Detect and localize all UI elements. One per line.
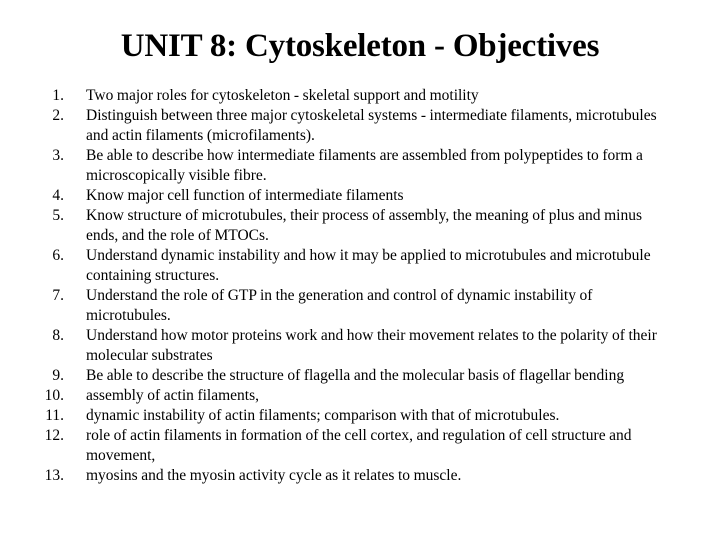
list-item-text: myosins and the myosin activity cycle as it relates to muscle. xyxy=(86,467,462,484)
list-item-text: Know structure of microtubules, their process of assembly, the meaning of plus and minus ends, and the role of MTOCs. xyxy=(86,207,642,244)
list-item-text: Know major cell function of intermediate filaments xyxy=(86,187,404,204)
list-item xyxy=(0,186,720,206)
list-item-text: Understand dynamic instability and how it may be applied to microtubules and microtubule containing structures. xyxy=(86,247,651,284)
list-item-text: role of actin filaments in formation of the cell cortex, and regulation of cell structure and movement, xyxy=(86,427,632,464)
list-item xyxy=(0,326,720,366)
list-item xyxy=(0,246,720,286)
list-item-number: 5. xyxy=(52,207,64,224)
list-item-number: 8. xyxy=(52,327,64,344)
list-item-number: 6. xyxy=(52,247,64,264)
list-item xyxy=(0,206,720,246)
list-item-text: Distinguish between three major cytoskeletal systems - intermediate filaments, microtubules and actin filaments (microfilaments). xyxy=(86,107,657,144)
list-item xyxy=(0,466,720,486)
objectives-list xyxy=(0,86,720,486)
list-item xyxy=(0,86,720,106)
list-item xyxy=(0,406,720,426)
list-item xyxy=(0,366,720,386)
list-item-text: assembly of actin filaments, xyxy=(86,387,259,404)
list-item-text: Understand how motor proteins work and how their movement relates to the polarity of their molecular substrates xyxy=(86,327,657,364)
list-item-number: 12. xyxy=(44,427,64,444)
list-item-number: 3. xyxy=(52,147,64,164)
list-item-text: dynamic instability of actin filaments; comparison with that of microtubules. xyxy=(86,407,560,424)
list-item-number: 11. xyxy=(45,407,64,424)
list-item-text: Two major roles for cytoskeleton - skeletal support and motility xyxy=(86,87,479,104)
list-item-number: 4. xyxy=(52,187,64,204)
list-item xyxy=(0,286,720,326)
list-item-number: 7. xyxy=(52,287,64,304)
page-title: UNIT 8: Cytoskeleton - Objectives xyxy=(120,28,600,64)
list-item xyxy=(0,106,720,146)
list-item-number: 13. xyxy=(44,467,64,484)
list-item-number: 2. xyxy=(52,107,64,124)
list-item-text: Be able to describe how intermediate filaments are assembled from polypeptides to form a microscopically visible fibre. xyxy=(86,147,643,184)
list-item-number: 9. xyxy=(52,367,64,384)
list-item xyxy=(0,386,720,406)
list-item xyxy=(0,146,720,186)
list-item-number: 10. xyxy=(44,387,64,404)
list-item-number: 1. xyxy=(52,87,64,104)
list-item-text: Understand the role of GTP in the generation and control of dynamic instability of microtubules. xyxy=(86,287,593,324)
list-item-text: Be able to describe the structure of flagella and the molecular basis of flagellar bending xyxy=(86,367,625,384)
list-item xyxy=(0,426,720,466)
